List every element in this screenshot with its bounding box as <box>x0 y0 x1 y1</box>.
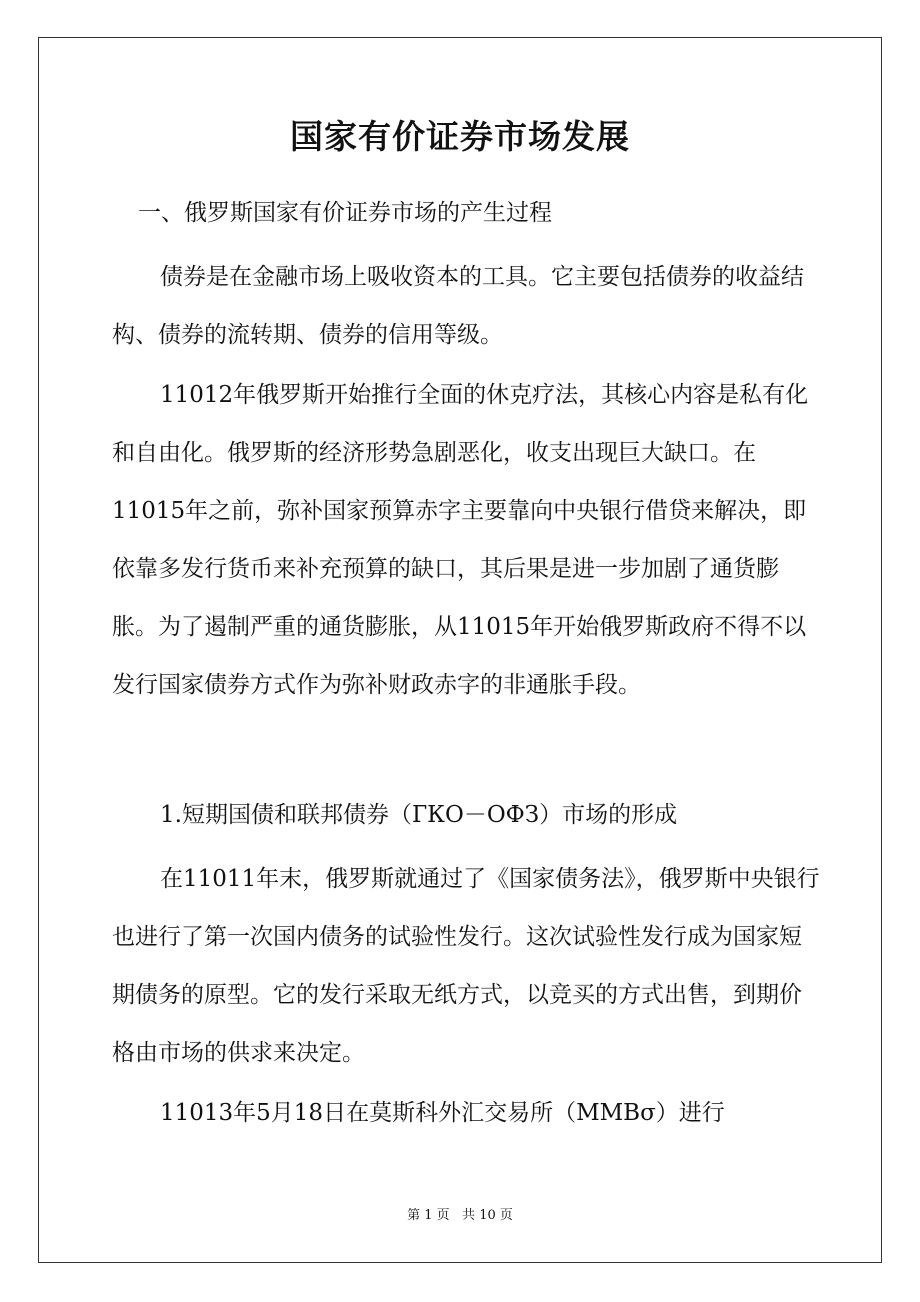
page-footer: 第 1 页 共 10 页 <box>407 1208 513 1223</box>
paragraph: 11012年俄罗斯开始推行全面的休克疗法，其核心内容是私有化和自由化。俄罗斯的经济形势急剧恶化，收支出现巨大缺口。在11015年之前，弥补国家预算赤字主要靠向中央银行借贷来解决，即依靠多发行货币来补充预算的缺口，其后果是进一步加剧了通货膨胀。为了遏制严重的通货膨胀，从11015年开始俄罗斯政府不得不以发行国家债券方式作为弥补财政赤字的非通胀手段。 <box>112 382 809 698</box>
subsection-heading: 1.短期国债和联邦债券（ГКО－ОФЗ）市场的形成 <box>160 802 678 828</box>
paragraph: 债券是在金融市场上吸收资本的工具。它主要包括债券的收益结构、债券的流转期、债券的信用等级。 <box>112 264 804 348</box>
paragraph: 11013年5月18日在莫斯科外汇交易所（ММВσ）进行 <box>160 1100 725 1126</box>
section-heading: 一、俄罗斯国家有价证券市场的产生过程 <box>138 200 552 226</box>
paragraph: 在11011年末，俄罗斯就通过了《国家债务法》，俄罗斯中央银行也进行了第一次国内债务的试验性发行。这次试验性发行成为国家短期债务的原型。它的发行采取无纸方式，以竞买的方式出售，到期价格由市场的供求来决定。 <box>112 866 820 1066</box>
document-title: 国家有价证券市场发展 <box>290 117 630 156</box>
